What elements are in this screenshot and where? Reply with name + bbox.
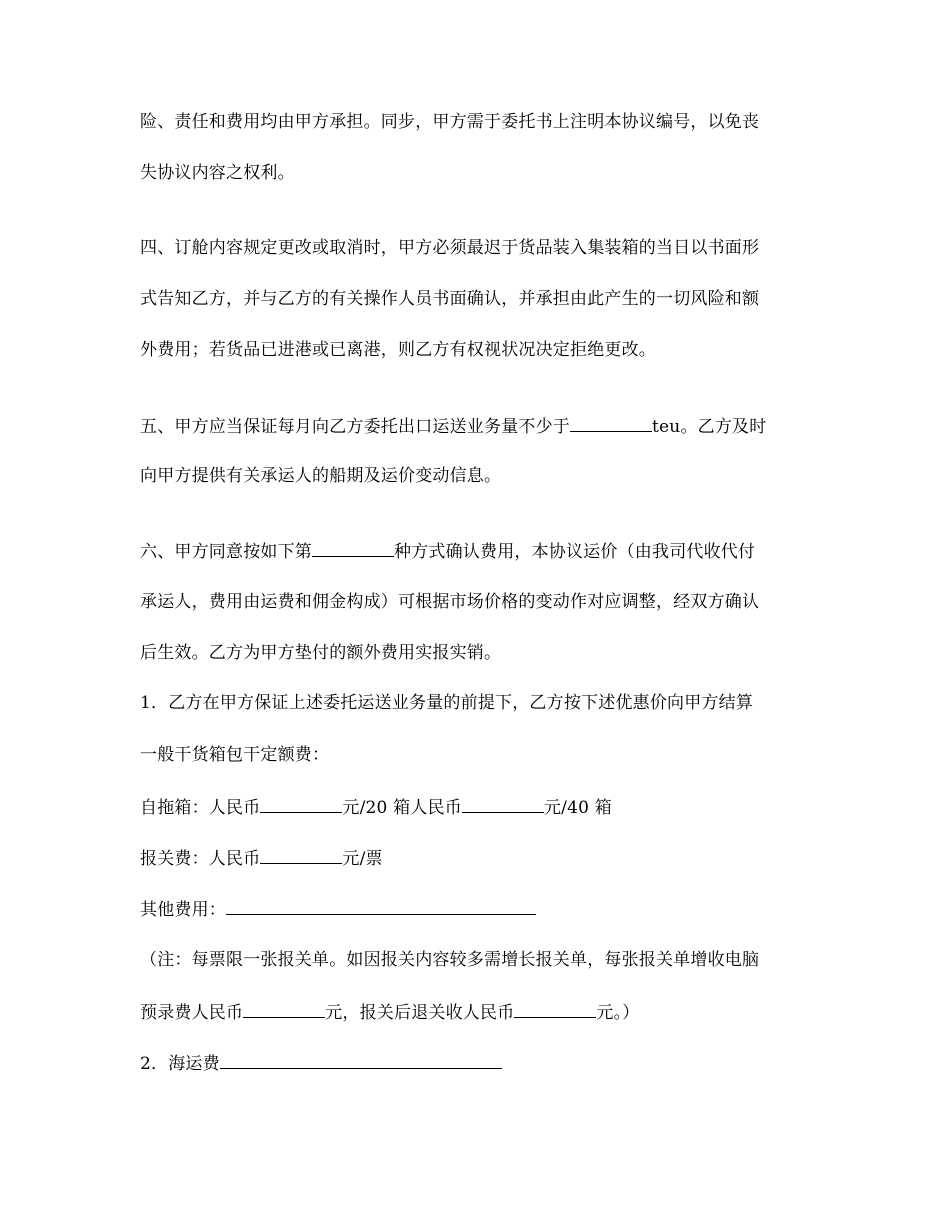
towing-40-blank (462, 794, 544, 813)
customs-text-b: 元/票 (342, 849, 383, 869)
para5-text-b: teu。乙方及时 (652, 417, 767, 437)
para6-line1 (140, 538, 755, 564)
para3-line2: 失协议内容之权利。 (140, 163, 295, 183)
note-text-b: 元，报关后退关收人民币 (325, 1003, 515, 1023)
para6-line3: 后生效。乙方为甲方垫付的额外费用实报实销。 (140, 643, 502, 663)
para4-line2: 式告知乙方，并与乙方的有关操作人员书面确认，并承担由此产生的一切风险和额 (140, 289, 760, 309)
prerecord-fee-blank (243, 999, 325, 1018)
para5-line1 (140, 413, 766, 439)
other-fee-blank (226, 896, 536, 915)
para5-line2: 向甲方提供有关承运人的船期及运价变动信息。 (140, 466, 502, 486)
other-fee-line (140, 896, 536, 922)
customs-fee-line (140, 845, 383, 871)
item1-line1: 1．乙方在甲方保证上述委托运送业务量的前提下，乙方按下述优惠价向甲方结算 (140, 693, 754, 713)
note-text-a: 预录费人民币 (140, 1003, 244, 1023)
para4-line1: 四、订舱内容规定更改或取消时，甲方必须最迟于货品装入集装箱的当日以书面形 (140, 238, 760, 258)
other-text: 其他费用： (140, 900, 226, 920)
ocean-freight-blank (220, 1050, 502, 1069)
para4-line3: 外费用；若货品已进港或已离港，则乙方有权视状况决定拒绝更改。 (140, 340, 656, 360)
towing-text-c: 元/40 箱 (543, 798, 612, 818)
shutout-fee-blank (514, 999, 596, 1018)
para6-text-a: 六、甲方同意按如下第 (140, 542, 312, 562)
towing-text-a: 自拖箱：人民币 (140, 798, 261, 818)
para5-text-a: 五、甲方应当保证每月向乙方委托出口运送业务量不少于 (140, 417, 570, 437)
item2-label: 2．海运费 (140, 1054, 220, 1074)
para3-line1: 险、责任和费用均由甲方承担。同步，甲方需于委托书上注明本协议编号，以免丧 (140, 112, 760, 132)
note-text-c: 元。） (596, 1003, 640, 1023)
para6-line2: 承运人，费用由运费和佣金构成）可根据市场价格的变动作对应调整，经双方确认 (140, 592, 760, 612)
towing-20-blank (260, 794, 342, 813)
customs-text-a: 报关费：人民币 (140, 849, 261, 869)
method-blank (312, 538, 394, 557)
customs-blank (260, 845, 342, 864)
towing-text-b: 元/20 箱人民币 (342, 798, 462, 818)
item2-line (140, 1050, 502, 1076)
note-line1: （注：每票限一张报关单。如因报关内容较多需增长报关单，每张报关单增收电脑 (140, 950, 760, 970)
towing-fee-line (140, 794, 612, 820)
item1-line2: 一般干货箱包干定额费： (140, 745, 330, 765)
teu-blank (570, 413, 652, 432)
note-line2 (140, 999, 640, 1025)
para6-text-b: 种方式确认费用，本协议运价（由我司代收代付 (394, 542, 756, 562)
